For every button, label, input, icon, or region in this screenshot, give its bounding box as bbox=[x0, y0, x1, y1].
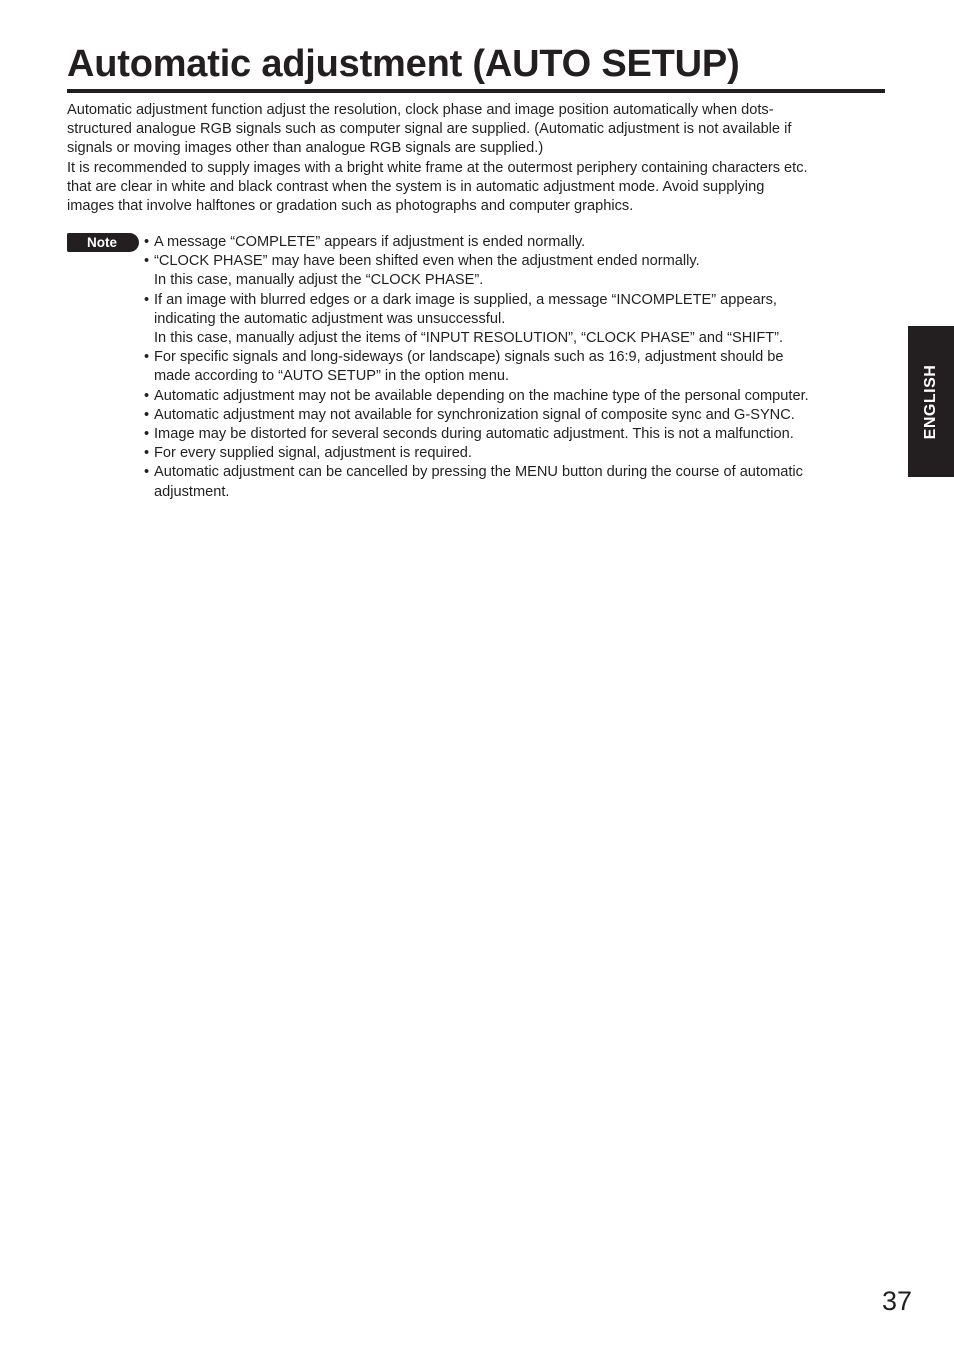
note-list bbox=[144, 233, 889, 502]
note-item: • “CLOCK PHASE” may have been shifted even when the adjustment ended normally. In this case, manually adjust the “CLOCK PHASE”. bbox=[144, 252, 889, 290]
page-number: 37 bbox=[881, 1286, 912, 1316]
note-item: • For every supplied signal, adjustment is required. bbox=[144, 444, 889, 463]
page-title: Automatic adjustment (AUTO SETUP) bbox=[67, 43, 740, 85]
note-badge: Note bbox=[67, 233, 139, 252]
language-label: ENGLISH bbox=[922, 364, 939, 439]
note-item: • For specific signals and long-sideways (or landscape) signals such as 16:9, adjustment should be made according to “AUTO SETUP” in the option menu. bbox=[144, 348, 889, 386]
note-item: • Automatic adjustment may not be available depending on the machine type of the personal computer. bbox=[144, 387, 889, 406]
note-item: • If an image with blurred edges or a dark image is supplied, a message “INCOMPLETE” appears, indicating the automatic adjustment was unsuccessful. In this case, manually adjust the items of “INPUT RESOLUTION”, “CLOCK PHASE” and “SHIFT”. bbox=[144, 291, 889, 349]
note-item: • A message “COMPLETE” appears if adjustment is ended normally. bbox=[144, 233, 889, 252]
intro-paragraph-1: Automatic adjustment function adjust the resolution, clock phase and image position automatically when dots- structured analogue RGB signals such as computer signal are supplied. (Automatic adjustment is not available if signals or moving images other than analogue RGB signals are supplied.) bbox=[67, 102, 792, 157]
note-item: • Automatic adjustment may not available for synchronization signal of composite sync and G-SYNC. bbox=[144, 406, 889, 425]
intro-section bbox=[67, 101, 885, 216]
title-rule bbox=[67, 89, 885, 93]
language-side-tab bbox=[908, 326, 954, 477]
intro-paragraph-2: It is recommended to supply images with a bright white frame at the outermost periphery containing characters etc. that are clear in white and black contrast when the system is in automatic adjustment mode. Avoid supplying images that involve halftones or gradation such as photographs and computer graphics. bbox=[67, 159, 808, 215]
note-item: • Automatic adjustment can be cancelled by pressing the MENU button during the course of automatic adjustment. bbox=[144, 463, 889, 501]
note-item: • Image may be distorted for several seconds during automatic adjustment. This is not a malfunction. bbox=[144, 425, 889, 444]
